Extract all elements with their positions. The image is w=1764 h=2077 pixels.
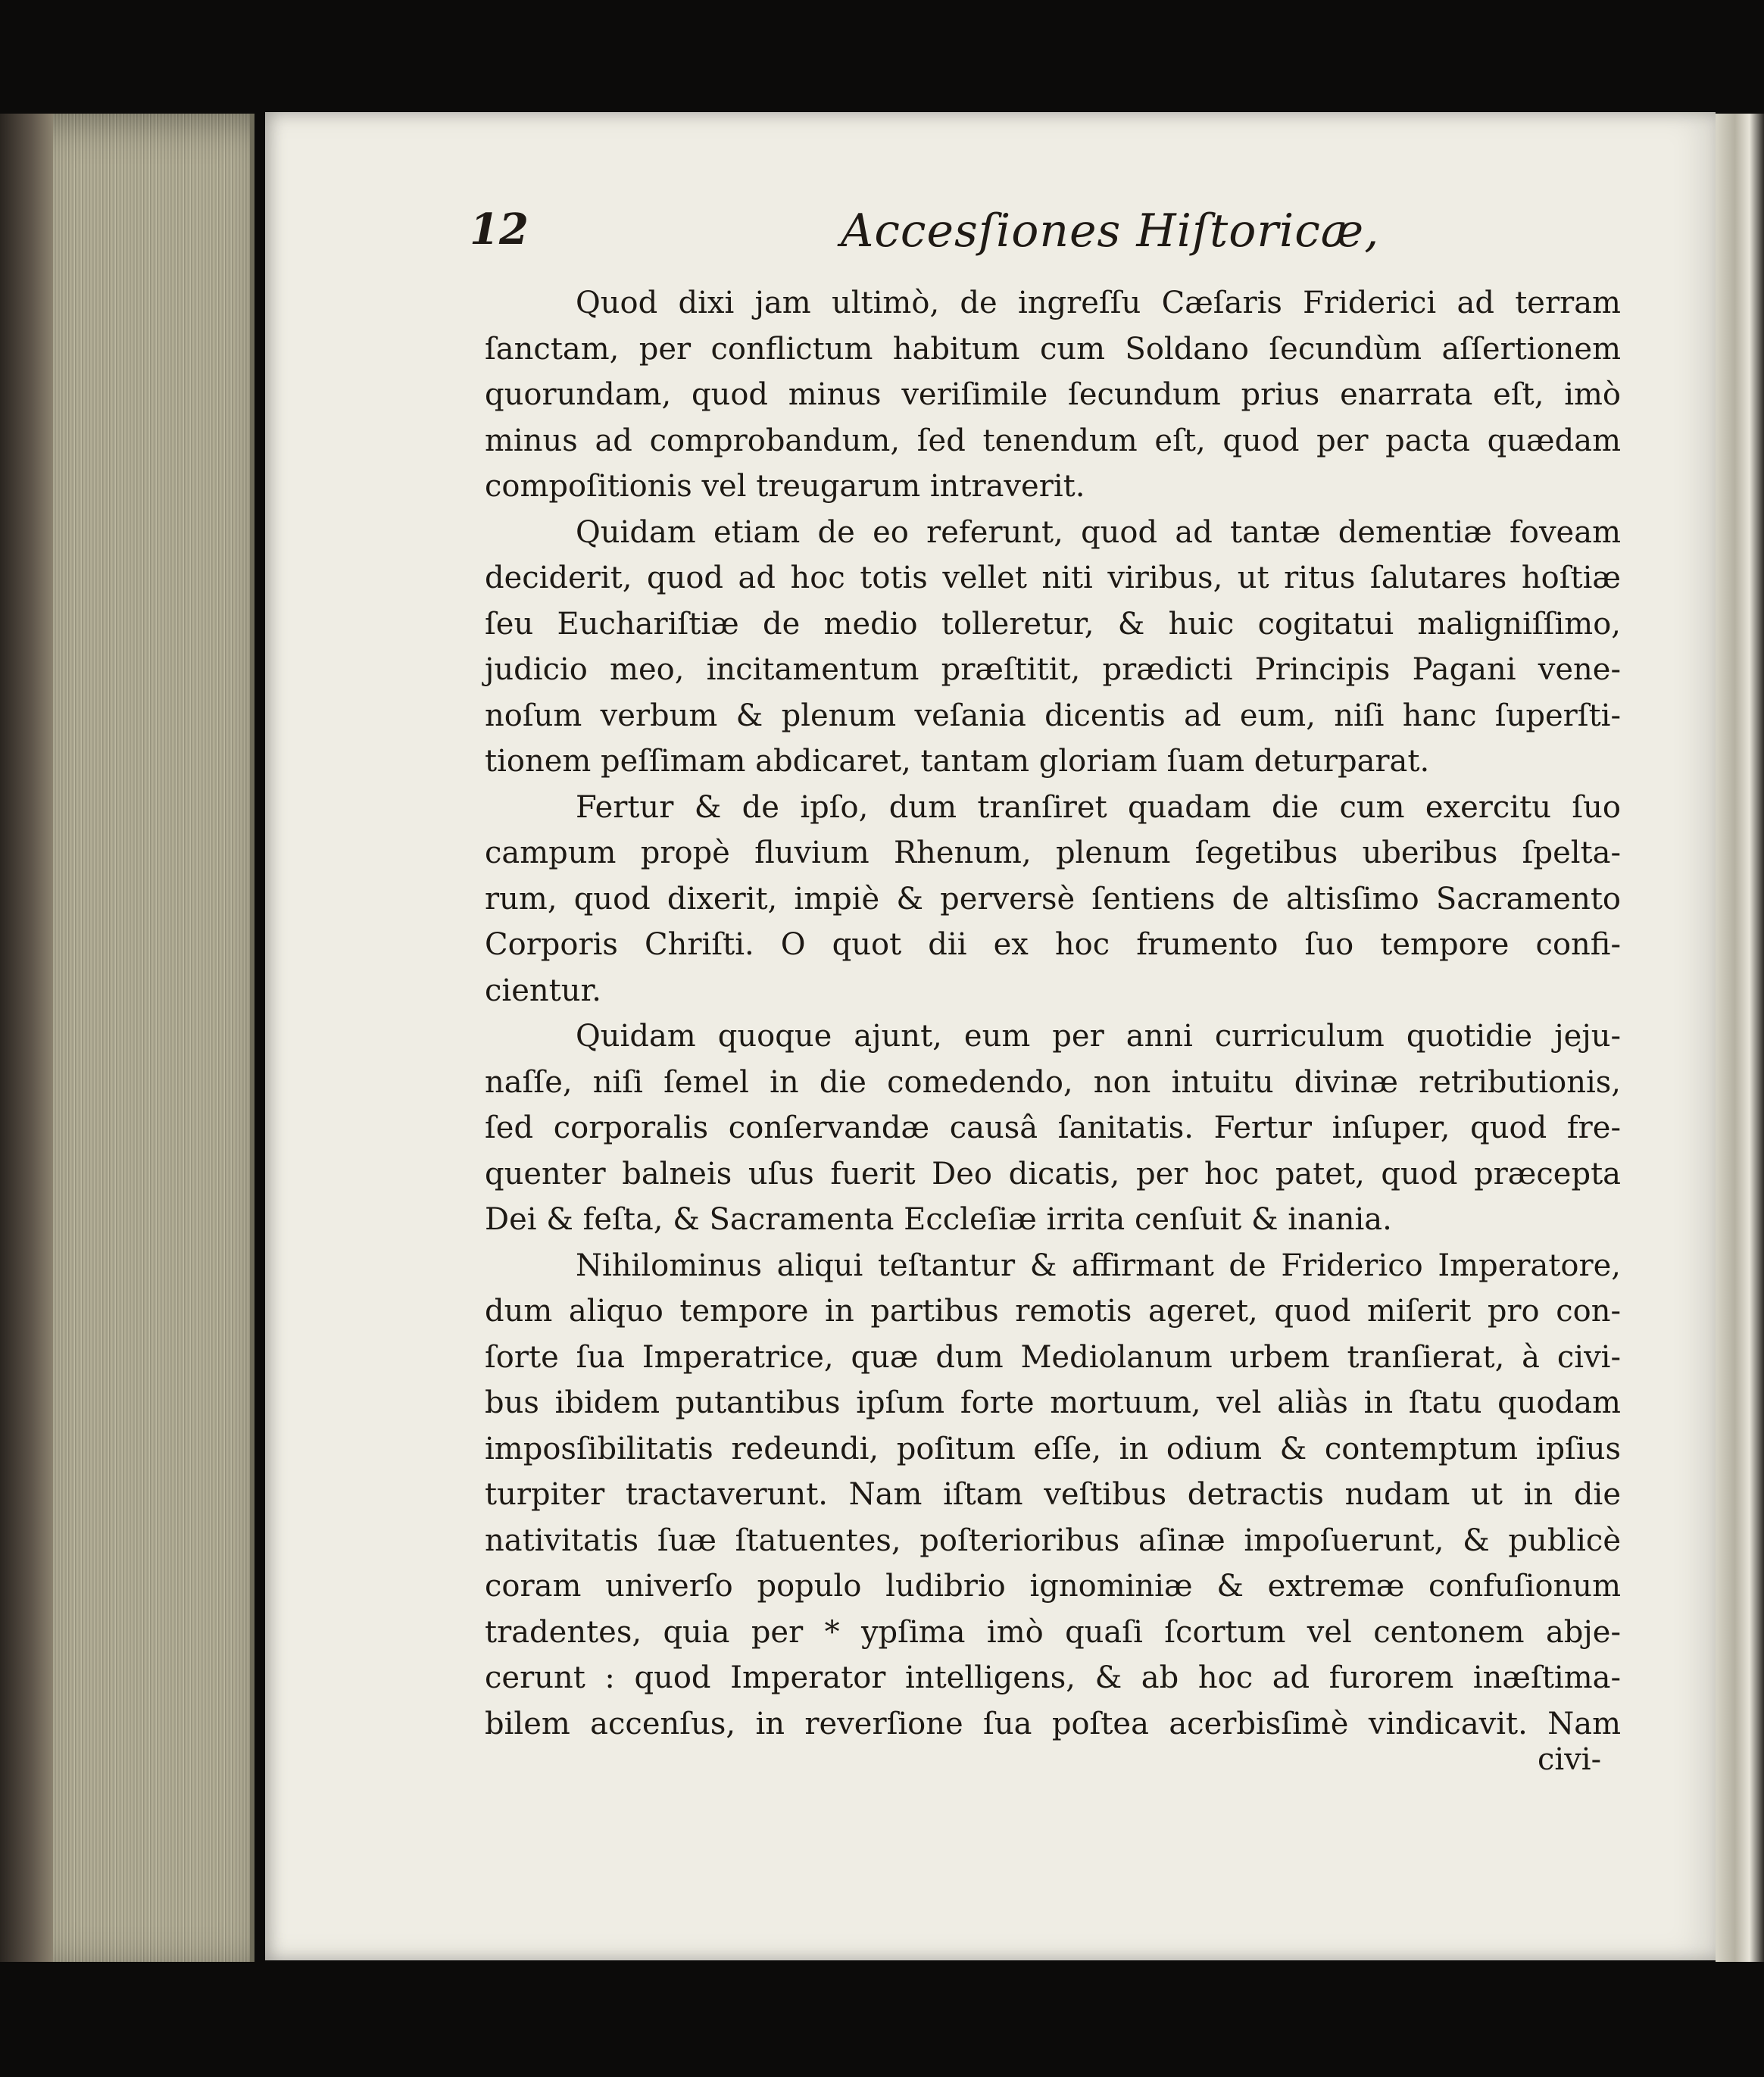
text-line: quenter balneis uſus fuerit Deo dicatis, per hoc patet, quod præcepta [485,1156,1621,1192]
text-line: naſſe, niſi ſemel in die comedendo, non intuitu divinæ retributionis, [485,1064,1621,1100]
text-line: turpiter tractaverunt. Nam iſtam veſtibus detractis nudam ut in die [485,1477,1621,1512]
text-line: Fertur & de ipſo, dum tranſiret quadam die cum exercitu ſuo [576,789,1621,825]
catchword: civi- [1538,1742,1602,1777]
text-line: bus ibidem putantibus ipſum forte mortuum, vel aliàs in ſtatu quodam [485,1385,1621,1420]
text-line: minus ad comprobandum, ſed tenendum eſt, quod per pacta quædam [485,423,1621,458]
background-bottom [0,1962,1764,2077]
running-title: Accesſiones Hiſtoricæ, [841,205,1380,258]
text-line: judicio meo, incitamentum præſtitit, prædicti Principis Pagani vene- [485,652,1621,687]
text-line: Corporis Chriſti. O quot dii ex hoc frumento ſuo tempore confi- [485,927,1621,962]
text-line: nativitatis ſuæ ſtatuentes, poſterioribus aſinæ impoſuerunt, & publicè [485,1523,1621,1558]
text-line: ſorte ſua Imperatrice, quæ dum Mediolanum urbem tranſierat, à civi- [485,1339,1621,1375]
text-line: noſum verbum & plenum veſania dicentis ad eum, niſi hanc ſuperſti- [485,698,1621,733]
page-number: 12 [470,205,529,255]
text-line: Quidam quoque ajunt, eum per anni curriculum quotidie jeju- [576,1019,1621,1054]
text-line: Nihilominus aliqui teſtantur & affirmant de Friderico Imperatore, [576,1248,1621,1283]
text-line: coram univerſo populo ludibrio ignominiæ & extremæ confuſionum [485,1569,1621,1604]
text-line: imposſibilitatis redeundi, poſitum eſſe, in odium & contemptum ipſius [485,1431,1621,1466]
text-line: Dei & feſta, & Sacramenta Eccleſiæ irrita cenſuit & inania. [485,1202,1392,1237]
text-line: rum, quod dixerit, impiè & perversè ſentiens de altisſimo Sacramento [485,881,1621,917]
text-line: compoſitionis vel treugarum intraverit. [485,469,1085,504]
text-line: Quidam etiam de eo referunt, quod ad tantæ dementiæ foveam [576,514,1621,550]
facing-page-edge [1716,114,1764,1962]
text-line: ſed corporalis conſervandæ causâ ſanitatis. Fertur inſuper, quod fre- [485,1110,1621,1145]
text-line: Quod dixi jam ultimò, de ingreſſu Cæſaris Friderici ad terram [576,286,1621,320]
text-line: bilem accenſus, in reverſione ſua poſtea acerbisſimè vindicavit. Nam [485,1706,1621,1741]
text-line: quorundam, quod minus veriſimile ſecundum prius enarrata eſt, imò [485,377,1621,412]
text-line: tradentes, quia per * ypſima imò quaſi ſcortum vel centonem abje- [485,1614,1621,1650]
text-line: campum propè fluvium Rhenum, plenum ſegetibus uberibus ſpelta- [485,835,1621,870]
text-line: tionem peſſimam abdicaret, tantam gloriam ſuam deturparat. [485,744,1430,779]
text-line: deciderit, quod ad hoc totis vellet niti viribus, ut ritus ſalutares hoſtiæ [485,561,1621,595]
book-cover-edge [0,114,53,1977]
page-header [470,205,1681,265]
text-line: ſanctam, per conflictum habitum cum Soldano ſecundùm aſſertionem [485,331,1621,367]
body-text [485,280,1621,1747]
text-line: ſeu Euchariſtiæ de medio tolleretur, & huic cogitatui maligniſſimo, [485,606,1621,642]
text-line: cientur. [485,973,601,1008]
text-line: cerunt : quod Imperator intelligens, & ab hoc ad furorem inæſtima- [485,1660,1621,1695]
text-line: dum aliquo tempore in partibus remotis ageret, quod miſerit pro con- [485,1294,1621,1329]
